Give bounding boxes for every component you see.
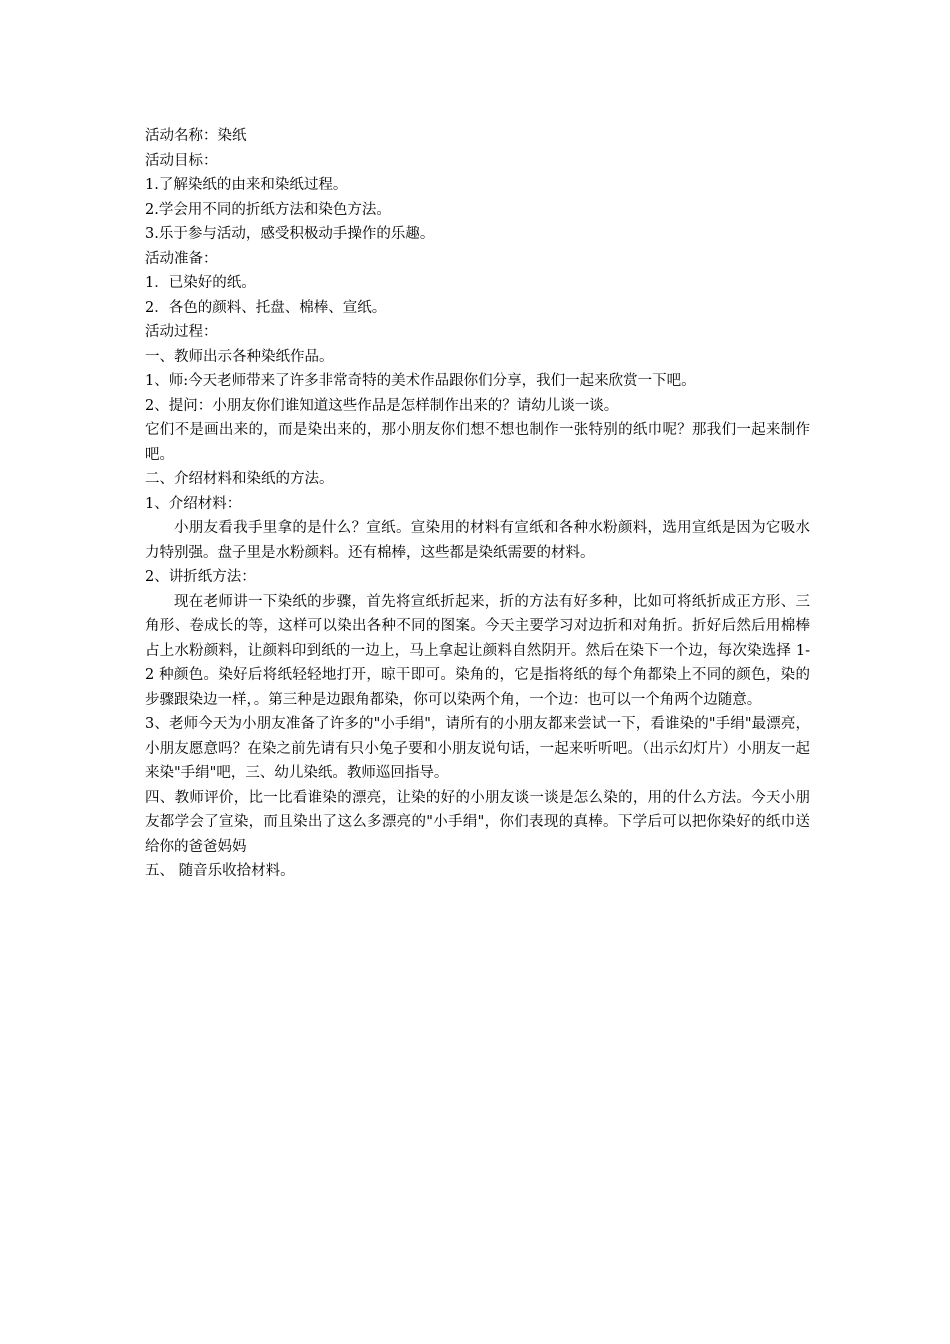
process-heading: 活动过程： — [145, 324, 218, 340]
preparation-heading: 活动准备： — [145, 250, 218, 267]
materials-paragraph: 小朋友看我手里拿的是什么？宣纸。宣染用的材料有宣纸和各种水粉颜料，选用宣纸是因为它吸水力特别强。盘子里是水粉颜料。还有棉棒，这些都是染纸需要的材料。 — [145, 520, 810, 561]
goal-item-3: 3.乐于参与活动，感受积极动手操作的乐趣。 — [145, 226, 435, 242]
preparation-item-2: 2．各色的颜料、托盘、棉棒、宣纸。 — [145, 299, 387, 316]
materials-heading: 1、介绍材料： — [145, 495, 242, 512]
evaluation-paragraph: 四、教师评价，比一比看谁染的漂亮，让染的好的小朋友谈一谈是怎么染的，用的什么方法。今天小朋友都学会了宣染，而且染出了这么多漂亮的"小手绢"，你们表现的真棒。下学后可以把你染好的纸巾送给你的爸爸妈妈 — [145, 789, 810, 855]
process-step-1-2: 2、提问：小朋友你们谁知道这些作品是怎样制作出来的？请幼儿谈一谈。 — [145, 397, 619, 414]
handkerchief-paragraph: 3、老师今天为小朋友准备了许多的"小手绢"，请所有的小朋友都来尝试一下，看谁染的"手绢"最漂亮，小朋友愿意吗？在染之前先请有只小兔子要和小朋友说句话，一起来听听吧。（出示幻灯片）小朋友一起来染"手绢"吧，三、幼儿染纸。教师巡回指导。 — [145, 716, 810, 781]
goal-item-2: 2.学会用不同的折纸方法和染色方法。 — [145, 201, 391, 218]
folding-heading: 2、讲折纸方法： — [145, 569, 256, 585]
process-step-1: 一、教师出示各种染纸作品。 — [145, 348, 334, 365]
preparation-item-1: 1．已染好的纸。 — [145, 275, 256, 291]
process-step-2: 二、介绍材料和染纸的方法。 — [145, 471, 334, 487]
process-step-1-3: 它们不是画出来的，而是染出来的，那小朋友你们想不想也制作一张特别的纸巾呢？那我们一起来制作吧。 — [145, 422, 810, 463]
goals-heading: 活动目标： — [145, 152, 218, 169]
process-step-1-1: 1、师:今天老师带来了许多非常奇特的美术作品跟你们分享，我们一起来欣赏一下吧。 — [145, 373, 696, 389]
closing-step: 五、 随音乐收拾材料。 — [145, 863, 295, 879]
document-page — [145, 124, 810, 884]
folding-paragraph: 现在老师讲一下染纸的步骤，首先将宣纸折起来，折的方法有好多种，比如可将纸折成正方形、三角形、卷成长的等，这样可以染出各种不同的图案。今天主要学习对边折和对角折。折好后然后用棉棒占上水粉颜料，让颜料印到纸的一边上，马上拿起让颜料自然阴开。然后在染下一个边，每次染选择 1-2 种颜色。染好后将纸轻轻地打开，晾干即可。染角的，它是指将纸的每个角都染上不同的颜色，染的步骤跟染边一样，。第三种是边跟角都染，你可以染两个角，一个边：也可以一个角两个边随意。 — [145, 593, 810, 708]
goal-item-1: 1.了解染纸的由来和染纸过程。 — [145, 177, 348, 193]
activity-name: 活动名称：染纸 — [145, 128, 247, 144]
